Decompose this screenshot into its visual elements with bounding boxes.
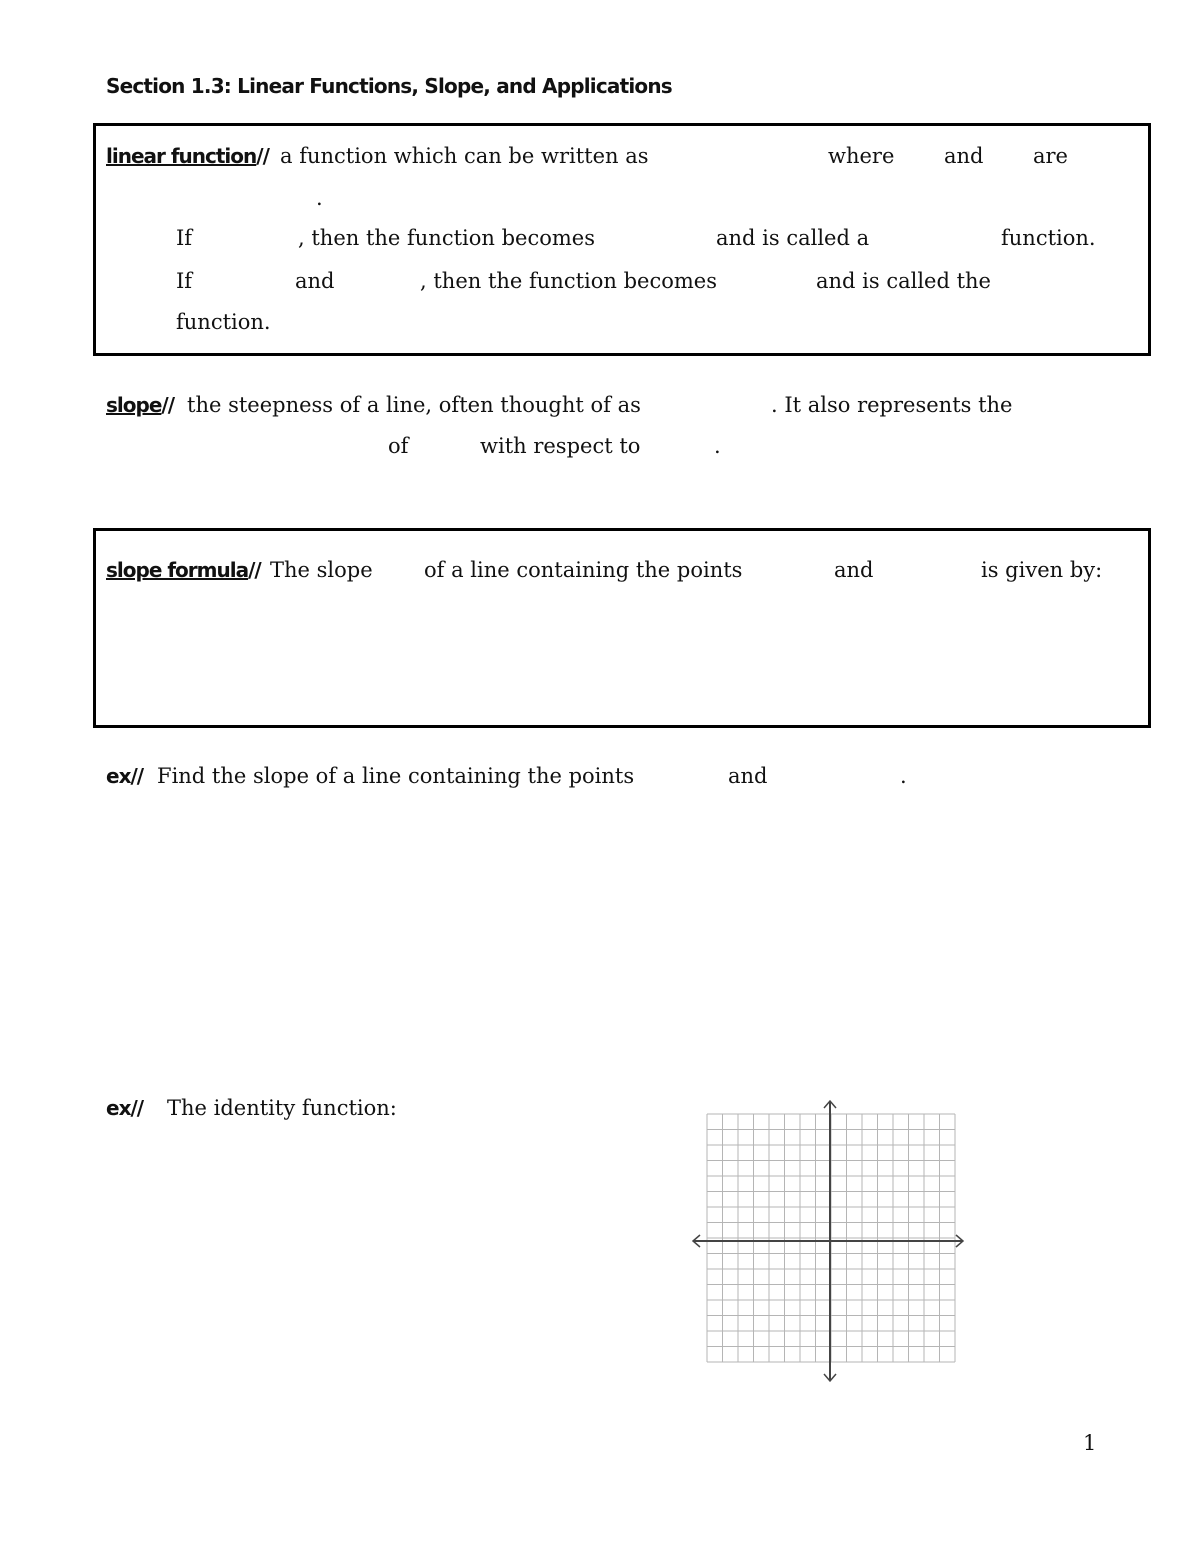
linear-function-term	[106, 144, 269, 168]
example1-period: .	[900, 764, 907, 788]
linear-function-term-label: linear function	[106, 144, 257, 168]
linear-function-and: and	[944, 144, 984, 168]
slope-formula-given-by: is given by:	[981, 558, 1103, 582]
line2-function: function.	[176, 310, 271, 334]
example2-label: ex//	[106, 1096, 144, 1120]
line2-then: , then the function becomes	[420, 269, 717, 293]
line2-if: If	[176, 269, 193, 293]
linear-function-are: are	[1033, 144, 1068, 168]
slope-formula-containing: of a line containing the points	[424, 558, 743, 582]
slope-formula-the-slope: The slope	[270, 558, 373, 582]
coordinate-grid	[688, 1096, 972, 1388]
line1-then: , then the function becomes	[298, 226, 595, 250]
slope-sep: //	[161, 393, 174, 417]
slope-period: .	[714, 434, 721, 458]
slope-of: of	[388, 434, 409, 458]
line1-function: function.	[1001, 226, 1096, 250]
slope-text1: the steepness of a line, often thought of as	[187, 393, 641, 417]
example1-text: Find the slope of a line containing the points	[157, 764, 635, 788]
example2-text: The identity function:	[167, 1096, 397, 1120]
line2-called: and is called the	[816, 269, 991, 293]
slope-term	[106, 393, 174, 417]
example1-label: ex//	[106, 764, 144, 788]
section-title: Section 1.3: Linear Functions, Slope, and Applications	[106, 74, 672, 98]
line1-called: and is called a	[716, 226, 870, 250]
linear-function-definition: a function which can be written as	[280, 144, 649, 168]
line1-if: If	[176, 226, 193, 250]
linear-function-period: .	[316, 186, 323, 210]
linear-function-sep: //	[256, 144, 269, 168]
slope-term-label: slope	[106, 393, 162, 417]
slope-formula-and: and	[834, 558, 874, 582]
slope-formula-term	[106, 558, 261, 582]
line2-and: and	[295, 269, 335, 293]
slope-with-respect: with respect to	[480, 434, 641, 458]
linear-function-where: where	[828, 144, 895, 168]
page-number: 1	[1083, 1431, 1097, 1455]
slope-formula-term-label: slope formula	[106, 558, 249, 582]
slope-text2: . It also represents the	[771, 393, 1013, 417]
example1-and: and	[728, 764, 768, 788]
slope-formula-sep: //	[248, 558, 261, 582]
